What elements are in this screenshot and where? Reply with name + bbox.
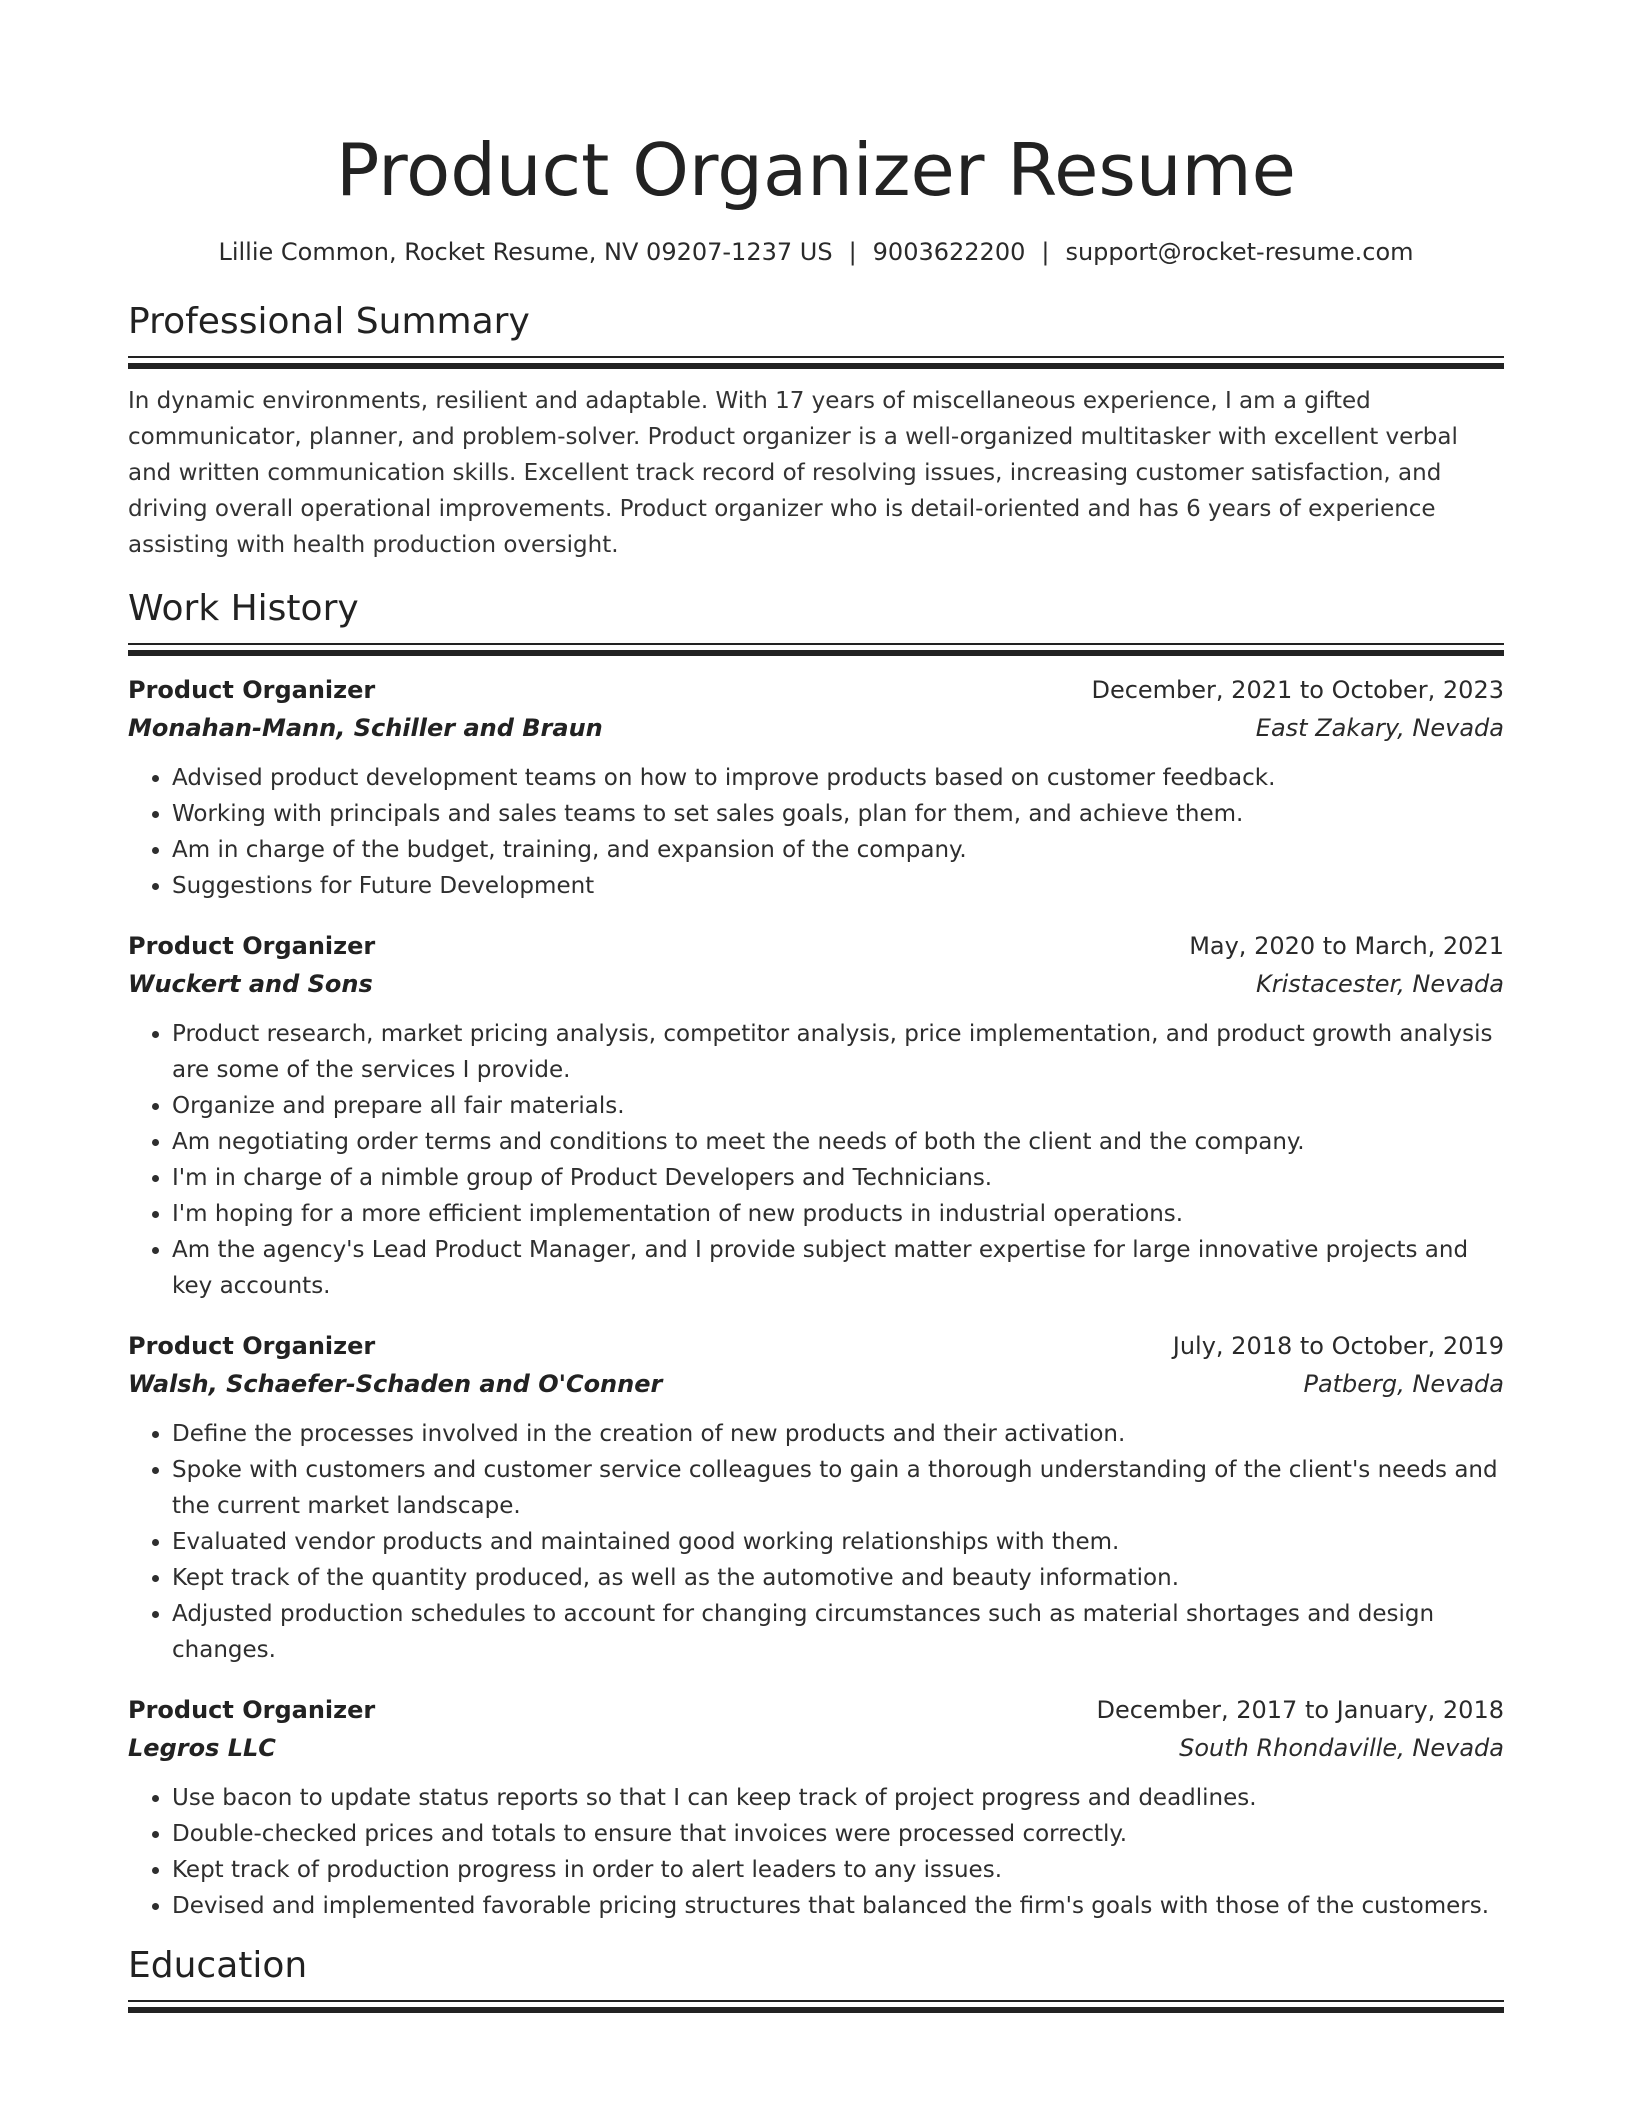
job-bullet: • Working with principals and sales teams to set sales goals, plan for them, and achieve them.: [172, 796, 1504, 832]
job-bullet: • Kept track of production progress in order to alert leaders to any issues.: [172, 1852, 1504, 1888]
summary-text: In dynamic environments, resilient and adaptable. With 17 years of miscellaneous experience, I am a gifted communicator, planner, and problem-solver. Product organizer is a well-organized multitasker with excellent verbal and written communication skills. Excellent track record of resolving issues, increasing customer satisfaction, and driving overall operational improvements. Product organizer who is detail-oriented and has 6 years of experience assisting with health production oversight.: [128, 388, 1458, 558]
job-location: South Rhondaville, Nevada: [1179, 1734, 1504, 1762]
job-bullet: • Organize and prepare all fair materials.: [172, 1088, 1504, 1124]
job-header: [128, 1328, 1504, 1364]
job-bullet: • Am in charge of the budget, training, and expansion of the company.: [172, 832, 1504, 868]
summary-section: [128, 298, 1504, 563]
job-dates: May, 2020 to March, 2021: [1189, 932, 1504, 960]
job-company: Walsh, Schaefer-Schaden and O'Conner: [128, 1370, 663, 1398]
job-title: Product Organizer: [128, 932, 376, 960]
job-bullet: • Spoke with customers and customer service colleagues to gain a thorough understanding of the client's needs and the current market landscape.: [172, 1452, 1504, 1524]
job-subheader: [128, 964, 1504, 1004]
contact-separator: |: [848, 238, 857, 266]
work-history-section: [128, 585, 1504, 1924]
job-bullet: • Kept track of the quantity produced, as well as the automotive and beauty information.: [172, 1560, 1504, 1596]
job-bullets: [128, 1416, 1504, 1668]
resume-title: Product Organizer Resume: [336, 128, 1296, 212]
section-divider: [128, 643, 1504, 656]
job-bullet: • Define the processes involved in the creation of new products and their activation.: [172, 1416, 1504, 1452]
job-bullet: • Am the agency's Lead Product Manager, and I provide subject matter expertise for large innovative projects and key accounts.: [172, 1232, 1504, 1304]
job-bullet: • Suggestions for Future Development: [172, 868, 1504, 904]
job-header: [128, 1692, 1504, 1728]
job-bullet: • I'm hoping for a more efficient implementation of new products in industrial operations.: [172, 1196, 1504, 1232]
job-bullet: • Use bacon to update status reports so that I can keep track of project progress and deadlines.: [172, 1780, 1504, 1816]
job-header: [128, 672, 1504, 708]
job-header: [128, 928, 1504, 964]
job-bullets: [128, 760, 1504, 904]
job-title: Product Organizer: [128, 1696, 376, 1724]
job-bullets: [128, 1780, 1504, 1924]
contact-address: Lillie Common, Rocket Resume, NV 09207-1237 US: [218, 238, 833, 266]
job-location: Kristacester, Nevada: [1255, 970, 1504, 998]
job-location: Patberg, Nevada: [1303, 1370, 1504, 1398]
contact-line: [128, 234, 1504, 270]
education-heading: Education: [128, 1945, 308, 1986]
section-divider: [128, 356, 1504, 369]
contact-phone: 9003622200: [872, 238, 1026, 266]
job-bullet: • Evaluated vendor products and maintained good working relationships with them.: [172, 1524, 1504, 1560]
job-dates: December, 2017 to January, 2018: [1096, 1696, 1504, 1724]
job-company: Monahan-Mann, Schiller and Braun: [128, 714, 603, 742]
education-section: [128, 1942, 1504, 2013]
job-bullet: • Double-checked prices and totals to ensure that invoices were processed correctly.: [172, 1816, 1504, 1852]
job-bullet: • Am negotiating order terms and conditions to meet the needs of both the client and the company.: [172, 1124, 1504, 1160]
job-company: Wuckert and Sons: [128, 970, 373, 998]
job-entry: [128, 1328, 1504, 1668]
job-subheader: [128, 1364, 1504, 1404]
job-dates: July, 2018 to October, 2019: [1172, 1332, 1504, 1360]
job-subheader: [128, 708, 1504, 748]
job-title: Product Organizer: [128, 1332, 376, 1360]
job-bullet: • Devised and implemented favorable pricing structures that balanced the firm's goals with those of the customers.: [172, 1888, 1504, 1924]
job-bullets: [128, 1016, 1504, 1304]
job-bullet: • Adjusted production schedules to account for changing circumstances such as material shortages and design changes.: [172, 1596, 1504, 1668]
contact-email: support@rocket-resume.com: [1065, 238, 1414, 266]
job-bullet: • I'm in charge of a nimble group of Product Developers and Technicians.: [172, 1160, 1504, 1196]
contact-separator: |: [1041, 238, 1050, 266]
job-dates: December, 2021 to October, 2023: [1091, 676, 1504, 704]
section-divider: [128, 2000, 1504, 2013]
job-title: Product Organizer: [128, 676, 376, 704]
job-entry: [128, 672, 1504, 904]
job-company: Legros LLC: [128, 1734, 276, 1762]
work-history-heading: Work History: [128, 588, 359, 629]
summary-heading: Professional Summary: [128, 301, 530, 342]
job-location: East Zakary, Nevada: [1255, 714, 1504, 742]
job-bullet: • Advised product development teams on how to improve products based on customer feedback.: [172, 760, 1504, 796]
job-bullet: • Product research, market pricing analysis, competitor analysis, price implementation, and product growth analysis are some of the services I provide.: [172, 1016, 1504, 1088]
job-entry: [128, 1692, 1504, 1924]
job-subheader: [128, 1728, 1504, 1768]
job-entry: [128, 928, 1504, 1304]
